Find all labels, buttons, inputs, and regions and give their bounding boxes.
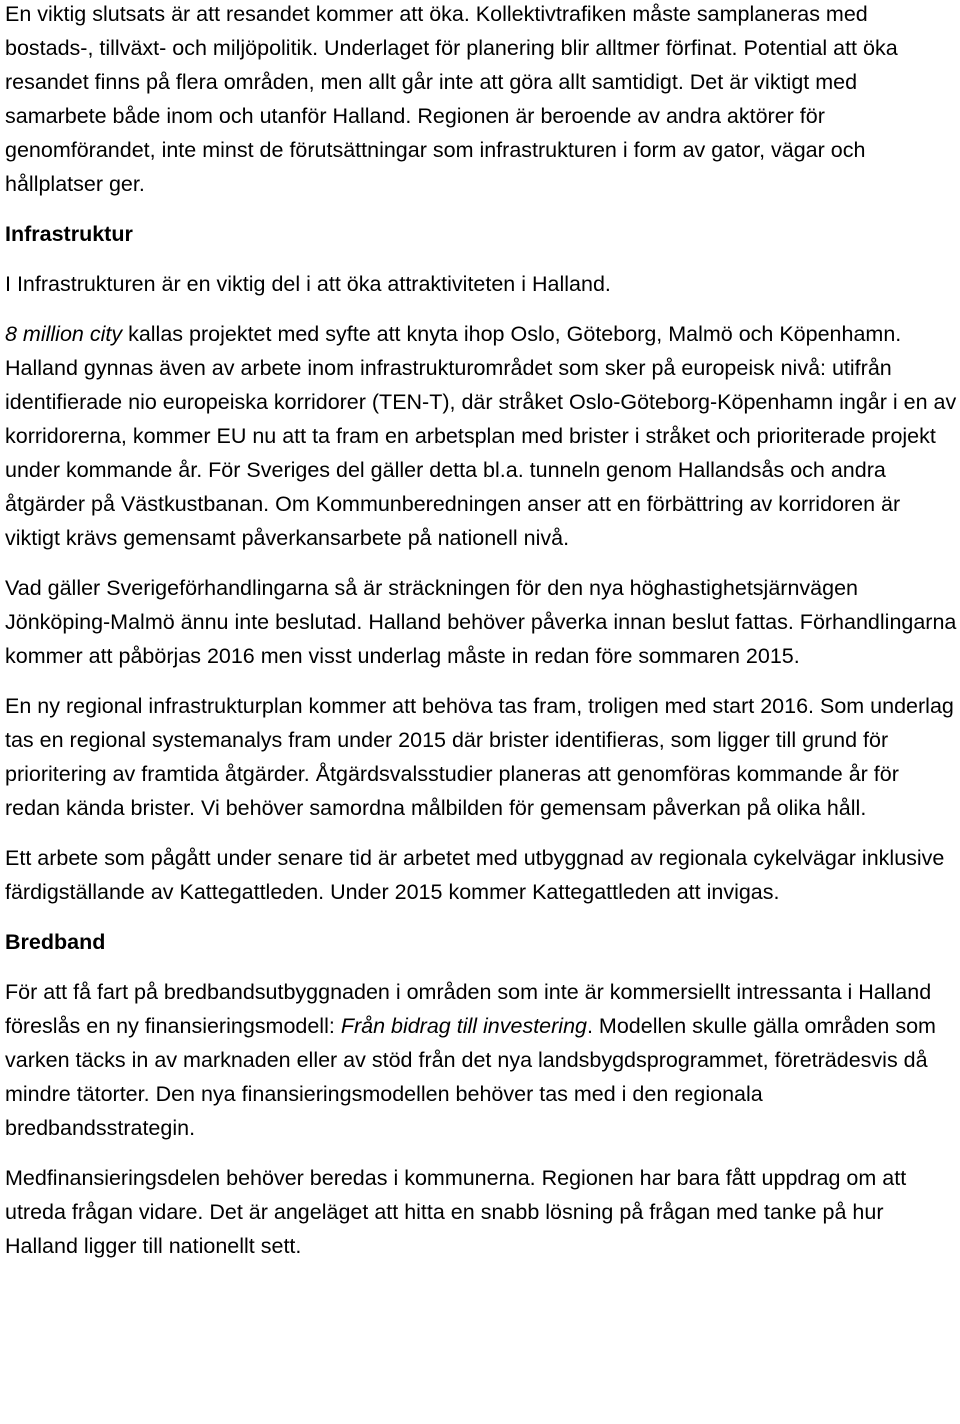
infrastruktur-paragraph-3: Vad gäller Sverigeförhandlingarna så är sträckningen för den nya höghastighetsjärnvägen Jönköping-Malmö ännu inte beslutad. Halland behöver påverka innan beslut fattas. Förhandlingarna kommer att påbörjas 2016 men visst underlag måste in redan före sommaren 2015. <box>5 576 957 668</box>
heading-infrastruktur: Infrastruktur <box>5 222 133 246</box>
bredband-paragraph-1-start: För att få fart på bredbandsutbyggnaden i områden som inte är kommersiellt intressanta i Halland föreslås en ny finansieringsmodell: <box>5 980 932 1038</box>
heading-bredband: Bredband <box>5 930 106 954</box>
infrastruktur-paragraph-4: En ny regional infrastrukturplan kommer att behöva tas fram, troligen med start 2016. Som underlag tas en regional systemanalys fram under 2015 där brister identifieras, som ligger till grund för prioritering av framtida åtgärder. Åtgärdsvalsstudier planeras att genomföras kommande år för redan kända brister. Vi behöver samordna målbilden för gemensam påverkan på olika håll. <box>5 694 954 820</box>
infrastruktur-paragraph-5: Ett arbete som pågått under senare tid är arbetet med utbyggnad av regionala cykelvägar inklusive färdigställande av Kattegattleden. Under 2015 kommer Kattegattleden att invigas. <box>5 846 945 904</box>
project-name: 8 million city <box>5 322 123 346</box>
model-name: Från bidrag till investering <box>340 1014 587 1038</box>
intro-paragraph: En viktig slutsats är att resandet kommer att öka. Kollektivtrafiken måste samplaneras med bostads-, tillväxt- och miljöpolitik. Underlaget för planering blir alltmer förfinat. Potential att öka resandet finns på flera områden, men allt går inte att göra allt samtidigt. Det är viktigt med samarbete både inom och utanför Halland. Regionen är beroende av andra aktörer för genomförandet, inte minst de förutsättningar som infrastrukturen i form av gator, vägar och hållplatser ger. <box>5 2 898 196</box>
bredband-paragraph-2: Medfinansieringsdelen behöver beredas i kommunerna. Regionen har bara fått uppdrag om att utreda frågan vidare. Det är angeläget att hitta en snabb lösning på frågan med tanke på hur Halland ligger till nationellt sett. <box>5 1166 907 1258</box>
infrastruktur-paragraph-2-text: kallas projektet med syfte att knyta ihop Oslo, Göteborg, Malmö och Köpenhamn. Halland gynnas även av arbete inom infrastrukturområdet som sker på europeisk nivå: utifrån identifierade nio europeiska korridorer (TEN-T), där stråket Oslo-Göteborg-Köpenhamn ingår i en av korridorerna, kommer EU nu att ta fram en arbetsplan med brister i stråket och prioriterade projekt under kommande år. För Sveriges del gäller detta bl.a. tunneln genom Hallandsås och andra åtgärder på Västkustbanan. Om Kommunberedningen anser att en förbättring av korridoren är viktigt krävs gemensamt påverkansarbete på nationell nivå. <box>5 322 957 550</box>
document-page <box>5 0 957 1263</box>
bredband-paragraph-1 <box>5 975 957 1145</box>
bredband-paragraph-1-rest: . Modellen skulle gälla områden som varken täcks in av marknaden eller av stöd från det nya landsbygdsprogrammet, företrädesvis då mindre tätorter. Den nya finansieringsmodellen behöver tas med i den regionala bredbandsstrategin. <box>5 1014 936 1140</box>
infrastruktur-paragraph-2 <box>5 317 957 555</box>
infrastruktur-paragraph-1: I Infrastrukturen är en viktig del i att öka attraktiviteten i Halland. <box>5 272 611 296</box>
